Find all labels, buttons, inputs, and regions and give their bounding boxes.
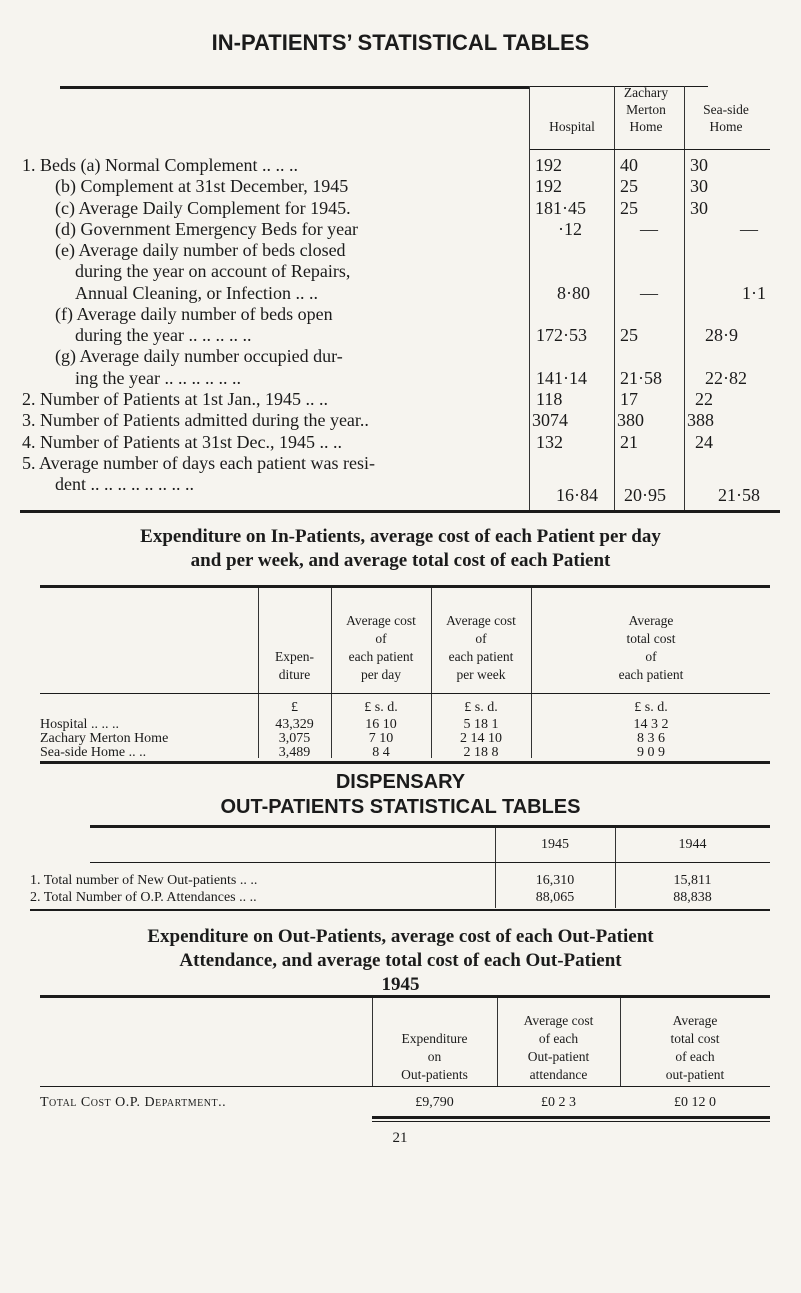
row-label: (f) Average daily number of beds open (55, 304, 333, 324)
cell-seaside: 30 (690, 176, 708, 196)
col-header-total-cost: Average total cost of each out-patient (665, 1013, 725, 1082)
header-rule (40, 1086, 770, 1087)
col-header-total-cost: Average total cost of each patient (618, 613, 684, 682)
cell-zachary: 21 (620, 432, 638, 452)
unit-label: £ (291, 700, 298, 715)
table-top-rule (40, 995, 770, 998)
table-bottom-rule (30, 909, 770, 911)
page-number: 21 (392, 1130, 408, 1146)
cell-expenditure: 3,489 (278, 745, 311, 760)
cell-hospital: 141·14 (536, 368, 587, 388)
row-label: Total Cost O.P. Department.. (40, 1095, 227, 1110)
page-title: IN-PATIENTS’ STATISTICAL TABLES (211, 30, 590, 55)
cell-hospital: 118 (536, 389, 563, 409)
row-label: 4. Number of Patients at 31st Dec., 1945 .. .. (22, 432, 342, 452)
section-title-inpatients-expenditure: Expenditure on In-Patients, average cost of each Patient per day and per week, and average total cost of each Patient (140, 526, 661, 571)
table-bottom-rule-2 (372, 1121, 770, 1122)
table-top-rule (40, 585, 770, 588)
col-header-1945: 1945 (541, 837, 569, 852)
cell-seaside: 22·82 (705, 368, 747, 388)
cell-total-cost: 9 0 9 (637, 745, 665, 760)
row-label: 3. Number of Patients admitted during the year.. (22, 410, 369, 430)
cell-cost-per-day: 8 4 (372, 745, 390, 760)
row-label: (c) Average Daily Complement for 1945. (55, 198, 351, 218)
row-label: (d) Government Emergency Beds for year (55, 219, 359, 239)
col-header-hospital: Hospital (549, 119, 595, 134)
cell-zachary: 380 (617, 410, 644, 430)
cell-hospital: 172·53 (536, 325, 587, 345)
cell-hospital: 132 (536, 432, 563, 452)
cell-hospital: 3074 (532, 410, 568, 430)
cell-total-cost: 8 3 6 (637, 731, 665, 746)
cell-hospital: 192 (535, 176, 562, 196)
row-label: during the year on account of Repairs, (75, 261, 351, 281)
cell-zachary: 20·95 (624, 485, 666, 505)
row-label: (b) Complement at 31st December, 1945 (55, 176, 349, 196)
row-label: 2. Number of Patients at 1st Jan., 1945 .. .. (22, 389, 328, 409)
row-label: during the year .. .. .. .. .. (75, 325, 252, 345)
cell-seaside: 24 (695, 432, 713, 452)
cell-cost-per-attendance: £0 2 3 (541, 1095, 576, 1110)
table-bottom-rule (40, 761, 770, 764)
col-header-zachary: Zachary Merton Home (623, 85, 669, 134)
row-label: Sea-side Home .. .. (40, 745, 147, 760)
row-label: (e) Average daily number of beds closed (55, 240, 346, 260)
cell-zachary: 40 (620, 155, 638, 175)
cell-cost-per-week: 2 18 8 (463, 745, 499, 760)
cell-zachary: 25 (620, 176, 638, 196)
row-label: Annual Cleaning, or Infection .. .. (75, 283, 318, 303)
cell-hospital: 192 (535, 155, 562, 175)
cell-seaside: 28·9 (705, 325, 738, 345)
col-header-seaside: Sea-side Home (703, 102, 749, 134)
section-title-dispensary: DISPENSARY OUT-PATIENTS STATISTICAL TABLES (220, 771, 581, 818)
col-header-1944: 1944 (678, 837, 707, 852)
cell-total-cost: £0 12 0 (674, 1095, 716, 1110)
cell-zachary: 25 (620, 325, 638, 345)
header-rule (530, 149, 770, 150)
section-title-outpatients-expenditure: Expenditure on Out-Patients, average cost of each Out-Patient Attendance, and average total cost of each Out-Patient 1945 (147, 926, 654, 995)
header-rule (90, 862, 770, 863)
header-rule (40, 693, 770, 694)
cell-cost-per-week: 5 18 1 (463, 717, 499, 732)
cell-expenditure: 43,329 (275, 717, 314, 732)
unit-label: £ s. d. (634, 700, 668, 715)
row-label: (g) Average daily number occupied dur- (55, 346, 343, 366)
cell-zachary: — (640, 219, 658, 239)
cell-hospital: ·12 (558, 219, 582, 239)
cell-cost-per-day: 16 10 (365, 717, 397, 732)
col-header-expenditure: Expen- diture (275, 649, 314, 682)
cell-hospital: 8·80 (557, 283, 590, 303)
cell-seaside: 30 (690, 198, 708, 218)
cell-seaside: 21·58 (718, 485, 760, 505)
cell-zachary: 25 (620, 198, 638, 218)
unit-label: £ s. d. (464, 700, 498, 715)
cell-seaside: 388 (687, 410, 714, 430)
table-bottom-rule (20, 510, 780, 513)
cell-hospital: 16·84 (556, 485, 598, 505)
row-label: Hospital .. .. .. (40, 717, 119, 732)
row-label: 2. Total Number of O.P. Attendances .. .. (30, 890, 257, 905)
table-top-rule (90, 825, 770, 828)
cell-cost-per-day: 7 10 (368, 731, 394, 746)
col-header-expenditure: Expenditure on Out-patients (401, 1031, 468, 1082)
col-header-cost-per-week: Average cost of each patient per week (446, 613, 516, 682)
cell-zachary: 21·58 (620, 368, 662, 388)
cell-expenditure: 3,075 (278, 731, 311, 746)
row-label: dent .. .. .. .. .. .. .. .. (55, 474, 194, 494)
cell-zachary: 17 (620, 389, 638, 409)
cell-1944: 15,811 (673, 873, 712, 888)
cell-1945: 16,310 (535, 873, 575, 888)
row-label: 1. Total number of New Out-patients .. .. (30, 873, 258, 888)
col-header-cost-per-attendance: Average cost of each Out-patient attendance (523, 1013, 594, 1082)
unit-label: £ s. d. (364, 700, 398, 715)
cell-total-cost: 14 3 2 (633, 717, 669, 732)
row-label: 1. Beds (a) Normal Complement .. .. .. (22, 155, 298, 175)
cell-hospital: 181·45 (535, 198, 586, 218)
cell-cost-per-week: 2 14 10 (460, 731, 502, 746)
cell-zachary: — (640, 283, 658, 303)
cell-expenditure: £9,790 (415, 1095, 454, 1110)
cell-seaside: 22 (695, 389, 713, 409)
table-top-rule (60, 86, 530, 89)
row-label: ing the year .. .. .. .. .. .. (75, 368, 241, 388)
cell-seaside: 1·1 (742, 283, 766, 303)
row-label: Zachary Merton Home (40, 731, 169, 746)
cell-1945: 88,065 (535, 890, 575, 905)
cell-seaside: — (740, 219, 758, 239)
table-bottom-rule (372, 1116, 770, 1119)
row-label: 5. Average number of days each patient was resi- (22, 453, 376, 473)
cell-1944: 88,838 (673, 890, 712, 905)
cell-seaside: 30 (690, 155, 708, 175)
col-header-cost-per-day: Average cost of each patient per day (346, 613, 416, 682)
